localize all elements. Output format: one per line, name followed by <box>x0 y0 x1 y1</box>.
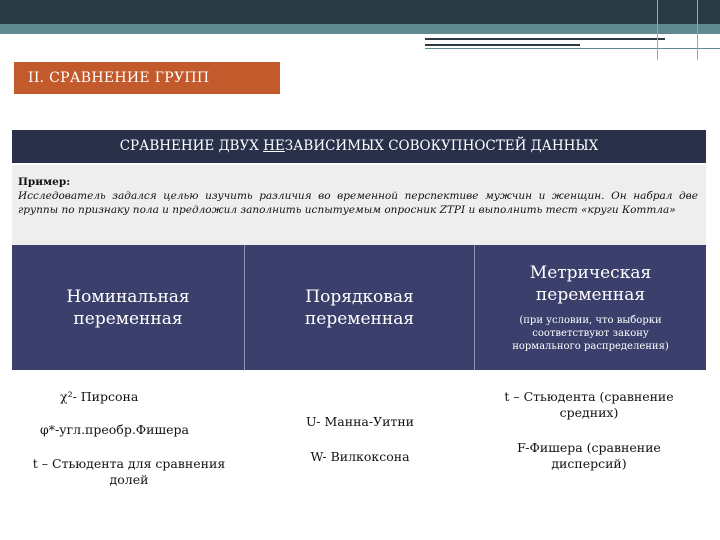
example-lead: Пример: <box>18 176 71 188</box>
title-bar-teal <box>0 24 720 34</box>
decor-vline <box>657 0 658 60</box>
method-fisher-f: F-Фишера (сравнение дисперсий) <box>517 440 661 471</box>
decor-line <box>425 48 720 49</box>
method-student-means: t – Стьюдента (сравнение средних) <box>504 389 674 420</box>
title-bar-dark <box>0 0 720 24</box>
example-text: Исследователь задался целью изучить различия во временной перспективе мужчин и женщин. Он набрал две группы по признаку пола и предложил заполнить испытуемым опросник ZTPI и выполнить тест «круги Коттла» <box>18 190 698 216</box>
example-box <box>12 165 706 245</box>
variable-type-ordinal <box>245 245 474 370</box>
method-chi-square: χ²- Пирсона <box>60 389 139 404</box>
variable-type-metric <box>475 245 706 370</box>
variable-type-note: (при условии, что выборки соответствуют закону нормального распределения) <box>512 315 669 352</box>
method-fisher-phi: φ*-угл.преобр.Фишера <box>40 422 189 437</box>
variable-types-band <box>12 245 706 370</box>
decor-line <box>425 44 580 46</box>
heading-part2: ЗАВИСИМЫХ СОВОКУПНОСТЕЙ ДАННЫХ <box>284 138 599 154</box>
method-mann-whitney: U- Манна-Уитни <box>305 414 415 429</box>
heading-part1: СРАВНЕНИЕ ДВУХ <box>119 138 264 154</box>
decor-line <box>425 38 665 40</box>
variable-type-title: Порядковая переменная <box>304 286 415 329</box>
variable-type-title: Метрическая переменная <box>529 263 652 305</box>
variable-type-nominal <box>12 245 244 370</box>
method-wilcoxon: W- Вилкоксона <box>310 449 410 464</box>
heading-underlined: НЕ <box>263 138 285 154</box>
method-student-proportions: t – Стьюдента для сравнения долей <box>32 456 226 487</box>
section-badge: II. СРАВНЕНИЕ ГРУПП <box>14 62 280 94</box>
decor-vline <box>697 0 698 60</box>
comparison-heading <box>12 130 706 163</box>
variable-type-title: Номинальная переменная <box>66 286 190 329</box>
